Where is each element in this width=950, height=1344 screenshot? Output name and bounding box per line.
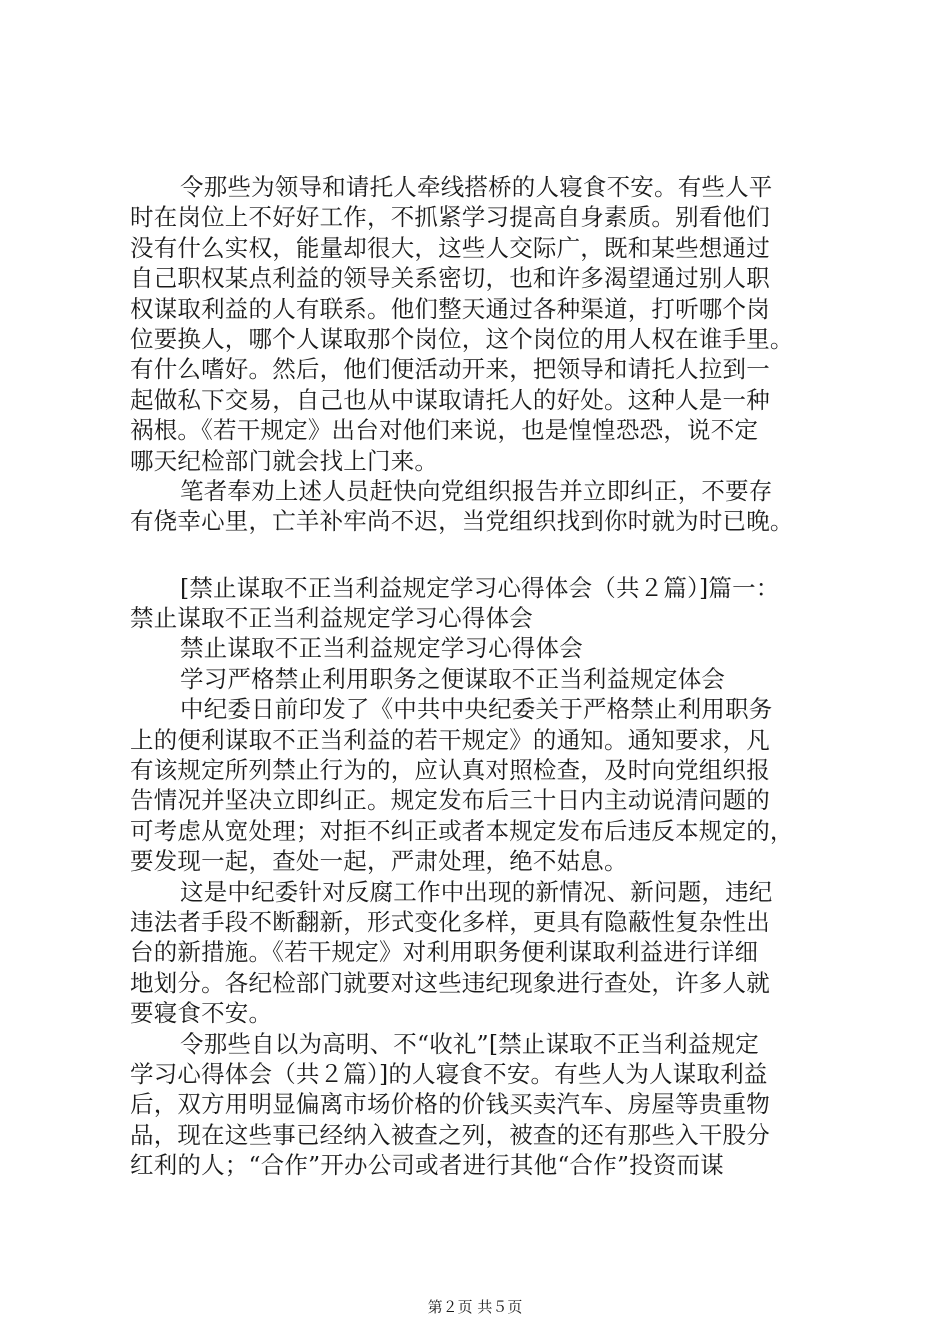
paragraph-line: 违法者手段不断翻新，形式变化多样，更具有隐蔽性复杂性出 <box>130 907 770 936</box>
paragraph-line: 时在岗位上不好好工作，不抓紧学习提高自身素质。别看他们 <box>130 203 770 232</box>
section-heading: 禁止谋取不正当利益规定学习心得体会 <box>130 604 533 633</box>
paragraph-line: 令那些为领导和请托人牵线搭桥的人寝食不安。有些人平 <box>180 173 773 201</box>
page-number-footer: 第２页 共５页 <box>427 1298 523 1316</box>
paragraph-line: 红利的人；“合作”开办公司或者进行其他“合作”投资而谋 <box>130 1151 724 1180</box>
paragraph-line: 品，现在这些事已经纳入被查之列，被查的还有那些入干股分 <box>130 1120 770 1149</box>
paragraph-line: 笔者奉劝上述人员赶快向党组织报告并立即纠正，不要存 <box>180 476 773 505</box>
paragraph-line: 有侥幸心里，亡羊补牢尚不迟，当党组织找到你时就为时已晚。 <box>130 507 794 536</box>
paragraph-line: 有该规定所列禁止行为的，应认真对照检查，及时向党组织报 <box>130 756 770 785</box>
document-body <box>130 172 824 1181</box>
paragraph-line: 有什么嗜好。然后，他们便活动开来，把领导和请托人拉到一 <box>130 355 770 384</box>
paragraph-line: 这是中纪委针对反腐工作中出现的新情况、新问题，违纪 <box>180 877 773 906</box>
paragraph-line: 自己职权某点利益的领导关系密切，也和许多渴望通过别人职 <box>130 264 770 293</box>
section-gap <box>130 537 824 573</box>
paragraph-line: 地划分。各纪检部门就要对这些违纪现象进行查处，许多人就 <box>130 968 770 997</box>
paragraph-line: 要寝食不安。 <box>130 999 273 1028</box>
paragraph-line: 上的便利谋取不正当利益的若干规定》的通知。通知要求，凡 <box>130 725 770 754</box>
paragraph-line: 哪天纪检部门就会找上门来。 <box>130 446 439 475</box>
article-title: 禁止谋取不正当利益规定学习心得体会 <box>180 634 583 663</box>
paragraph-line: 要发现一起，查处一起，严肃处理，绝不姑息。 <box>130 847 628 876</box>
paragraph-line: 没有什么实权，能量却很大，这些人交际广，既和某些想通过 <box>130 233 770 262</box>
paragraph-line: 告情况并坚决立即纠正。规定发布后三十日内主动说清问题的 <box>130 786 770 815</box>
paragraph-line: 后，双方用明显偏离市场价格的价钱买卖汽车、房屋等贵重物 <box>130 1090 770 1119</box>
paragraph-line: 祸根。《若干规定》出台对他们来说，也是惶惶恐恐，说不定 <box>130 416 759 445</box>
paragraph-line: 中纪委日前印发了《中共中央纪委关于严格禁止利用职务 <box>180 695 773 724</box>
paragraph-line: 令那些自以为高明、不“收礼”[禁止谋取不正当利益规定 <box>180 1029 759 1058</box>
article-subtitle: 学习严格禁止利用职务之便谋取不正当利益规定体会 <box>180 664 726 693</box>
paragraph-line: 学习心得体会（共２篇）]的人寝食不安。有些人为人谋取利益 <box>130 1059 768 1088</box>
paragraph-line: 权谋取利益的人有联系。他们整天通过各种渠道，打听哪个岗 <box>130 294 770 323</box>
paragraph-line: 台的新措施。《若干规定》对利用职务便利谋取利益进行详细 <box>130 938 759 967</box>
paragraph-line: 位要换人，哪个人谋取那个岗位，这个岗位的用人权在谁手里。 <box>130 324 794 353</box>
section-heading: [禁止谋取不正当利益规定学习心得体会（共２篇）]篇一： <box>180 573 780 602</box>
paragraph-line: 可考虑从宽处理；对拒不纠正或者本规定发布后违反本规定的， <box>130 816 794 845</box>
paragraph-line: 起做私下交易，自己也从中谋取请托人的好处。这种人是一种 <box>130 385 770 414</box>
